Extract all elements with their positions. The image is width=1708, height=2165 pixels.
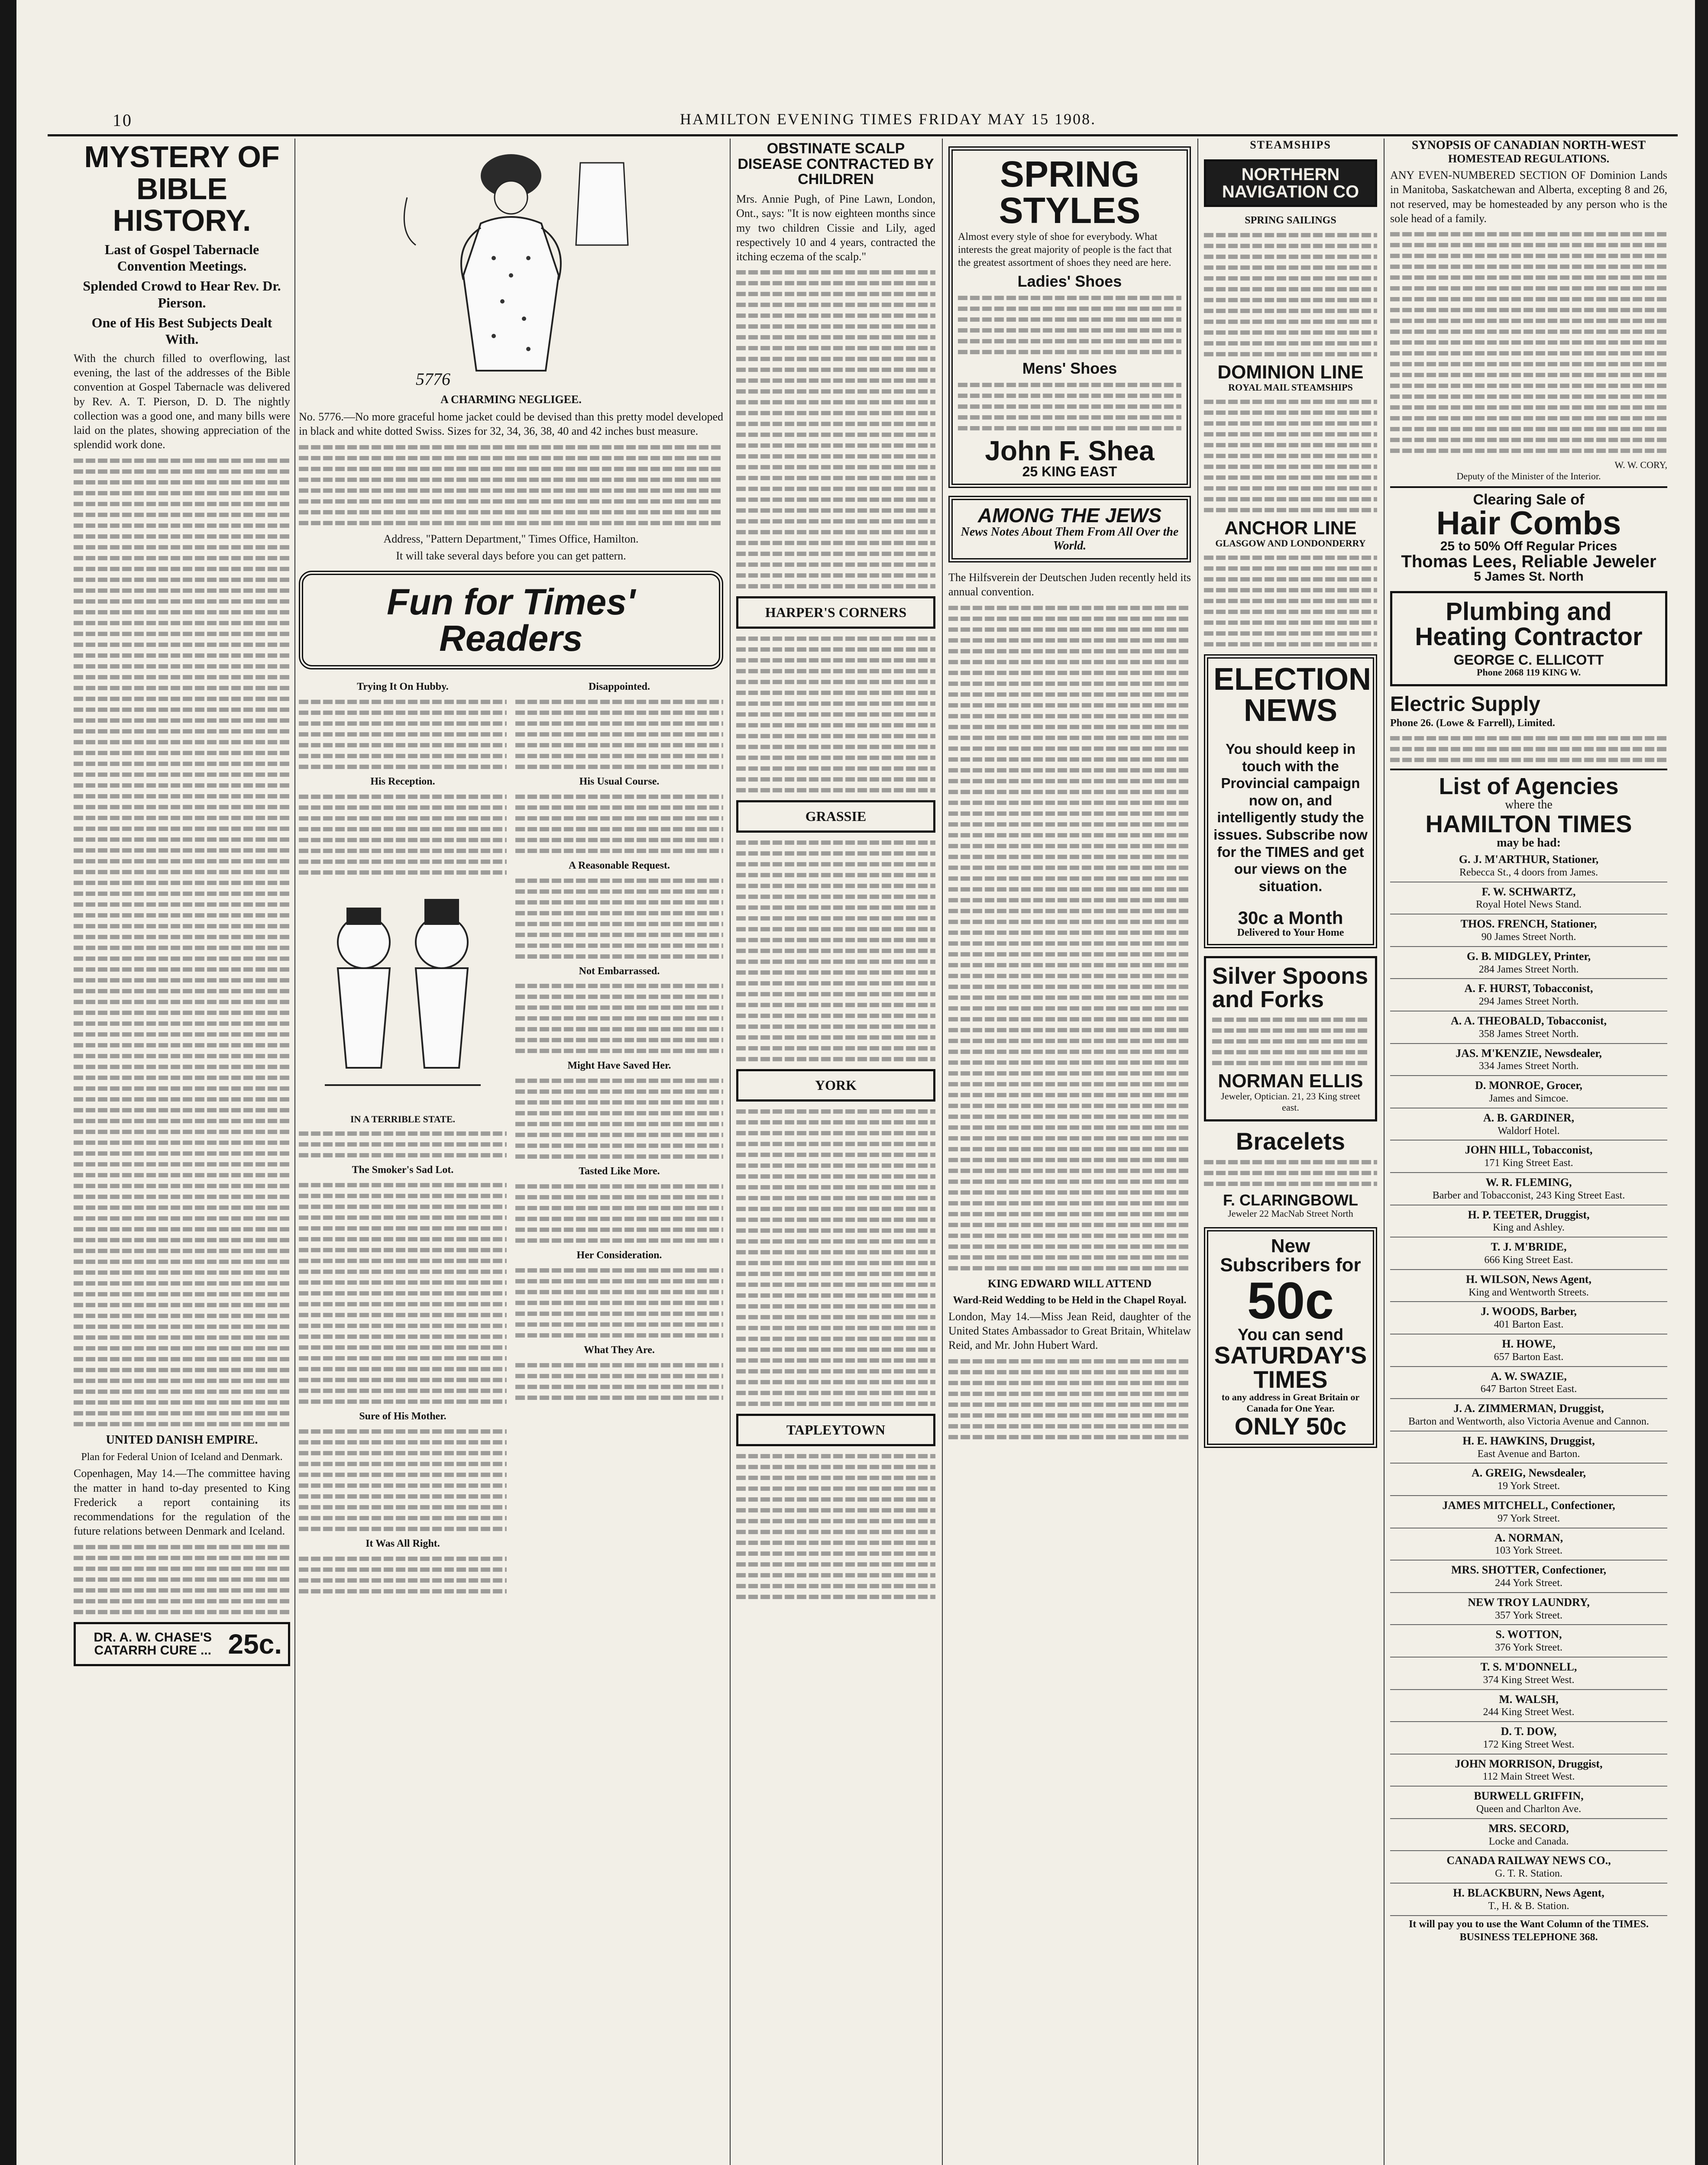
cartoon-drawing <box>307 882 498 1107</box>
scan-edge-left <box>0 0 16 2165</box>
agency-name: CANADA RAILWAY NEWS CO., <box>1446 1854 1611 1867</box>
pattern-note: It will take several days before you can get pattern. <box>396 549 626 562</box>
agency-name: NEW TROY LAUNDRY, <box>1468 1596 1590 1609</box>
agency-address: Waldorf Hotel. <box>1498 1125 1560 1137</box>
sub-article-lead: London, May 14.—Miss Jean Reid, daughter of the United States Ambassador to Great Britain, Whitelaw Reid, and Mr. John Hubert Ward. <box>948 1310 1191 1352</box>
figure-caption: A CHARMING NEGLIGEE. <box>440 393 582 406</box>
agency-name: J. WOODS, Barber, <box>1481 1305 1577 1318</box>
pattern-address: Address, "Pattern Department," Times Office, Hamilton. <box>383 532 639 545</box>
agency-address: Royal Hotel News Stand. <box>1476 899 1582 911</box>
column-steamships-and-ads <box>1204 139 1377 2165</box>
agencies-title: List of Agencies <box>1439 773 1619 800</box>
article-lead: The Hilfsverein der Deutschen Juden recently held its annual convention. <box>948 571 1191 598</box>
company-subtitle: GLASGOW AND LONDONDERRY <box>1215 538 1366 549</box>
deck: Last of Gospel Tabernacle Convention Meetings. <box>104 241 259 274</box>
agency-address: King and Ashley. <box>1493 1222 1565 1234</box>
agency-address: Locke and Canada. <box>1488 1835 1569 1847</box>
joke-title: Trying It On Hubby. <box>357 681 449 693</box>
cartoon-caption: IN A TERRIBLE STATE. <box>350 1113 456 1125</box>
agency-address: 90 James Street North. <box>1481 931 1576 943</box>
section-label: STEAMSHIPS <box>1250 139 1331 151</box>
column-rule <box>1384 139 1385 2165</box>
ad-text: 25 to 50% Off Regular Prices <box>1440 539 1617 554</box>
agency-item <box>1390 1496 1667 1528</box>
joke-title: His Usual Course. <box>579 776 660 788</box>
joke-title: Her Consideration. <box>576 1250 662 1261</box>
ad-text: Clearing Sale of <box>1473 491 1585 508</box>
silver-spoons-ad <box>1204 956 1377 1121</box>
agency-item <box>1390 1722 1667 1755</box>
agency-item <box>1390 1593 1667 1625</box>
agency-item <box>1390 882 1667 915</box>
agency-item <box>1390 1528 1667 1561</box>
agency-name: JOHN MORRISON, Druggist, <box>1455 1757 1603 1770</box>
scan-edge-right <box>1695 0 1708 2165</box>
article-lead: Mrs. Annie Pugh, of Pine Lawn, London, Ont., says: "It is now eighteen months since my two children Cissie and Lily, aged respectively 10 and 4 years, contracted the itching eczema of the scalp." <box>736 193 935 263</box>
agency-address: 97 York Street. <box>1497 1512 1560 1524</box>
ad-heading: Ladies' Shoes <box>1017 272 1122 290</box>
agency-address: 294 James Street North. <box>1478 996 1579 1008</box>
agency-address: 376 York Street. <box>1494 1642 1562 1654</box>
agency-name: A. W. SWAZIE, <box>1491 1370 1567 1383</box>
section-title: SYNOPSIS OF CANADIAN NORTH-WEST <box>1411 139 1646 152</box>
agency-name: H. P. TEETER, Druggist, <box>1468 1208 1590 1221</box>
article-lead: ANY EVEN-NUMBERED SECTION OF Dominion Lands in Manitoba, Saskatchewan and Alberta, excepting 8 and 26, not reserved, may be homesteaded by any person who is the sole head of a family. <box>1390 169 1667 225</box>
agency-name: BURWELL GRIFFIN, <box>1474 1790 1584 1803</box>
column-rule <box>730 139 731 2165</box>
signer: W. W. CORY, <box>1614 459 1667 471</box>
company-subtitle: ROYAL MAIL STEAMSHIPS <box>1228 382 1353 393</box>
pattern-description: No. 5776.—No more graceful home jacket could be devised than this pretty model developed in black and white dotted Swiss. Sizes for 32, 34, 36, 38, 40 and 42 inches bust measure. <box>299 410 723 438</box>
agency-address: 172 King Street West. <box>1483 1738 1575 1750</box>
joke-title: Sure of His Mother. <box>359 1411 446 1422</box>
agency-name: JAMES MITCHELL, Confectioner, <box>1442 1499 1615 1512</box>
ad-store: GEORGE C. ELLICOTT <box>1453 652 1604 668</box>
ad-title: Plumbing and Heating Contractor <box>1415 598 1643 651</box>
section-box <box>736 800 935 833</box>
section-title: HARPER'S CORNERS <box>765 604 907 620</box>
ad-text: to any address in Great Britain or Canada for One Year. <box>1221 1392 1360 1414</box>
column-regulations-and-agencies <box>1390 139 1667 2165</box>
agency-item <box>1390 1302 1667 1335</box>
agency-item <box>1390 1658 1667 1690</box>
deck: Splended Crowd to Hear Rev. Dr. Pierson. <box>83 278 281 310</box>
agency-name: H. E. HAWKINS, Druggist, <box>1462 1434 1595 1447</box>
ad-text: Almost every style of shoe for everybody. What interests the great majority of people is the fact that the greatest assortment of shoes they need are here. <box>958 231 1172 268</box>
ad-price: 30c a Month <box>1238 908 1343 928</box>
agency-item <box>1390 1270 1667 1302</box>
agencies-where: where the <box>1505 798 1553 812</box>
article-body-text <box>1390 232 1667 453</box>
agencies-footer: It will pay you to use the Want Column of the TIMES. BUSINESS TELEPHONE 368. <box>1409 1918 1649 1943</box>
ad-title: Silver Spoons and Forks <box>1212 963 1368 1013</box>
plumbing-ad <box>1390 591 1667 686</box>
ad-title: Hair Combs <box>1436 505 1621 542</box>
ad-address: Phone 2068 119 KING W. <box>1476 667 1581 678</box>
masthead <box>48 104 1678 136</box>
agency-item <box>1390 1884 1667 1916</box>
section-title: TAPLEYTOWN <box>786 1422 886 1438</box>
agency-address: 374 King Street West. <box>1483 1674 1575 1686</box>
electric-supply-title: Electric Supply <box>1390 693 1540 716</box>
agency-name: J. A. ZIMMERMAN, Druggist, <box>1453 1402 1604 1415</box>
agency-item <box>1390 1464 1667 1496</box>
agency-name: A. F. HURST, Tobacconist, <box>1464 982 1593 995</box>
agency-address: Barber and Tobacconist, 243 King Street East. <box>1432 1189 1625 1201</box>
saturday-times-ad <box>1204 1227 1377 1448</box>
agency-name: A. A. THEOBALD, Tobacconist, <box>1450 1015 1607 1028</box>
company-subtitle: SPRING SAILINGS <box>1245 215 1336 226</box>
agency-item <box>1390 1561 1667 1593</box>
paper-title-line: HAMILTON EVENING TIMES FRIDAY MAY 15 1908. <box>680 110 1097 128</box>
agency-address: Queen and Charlton Ave. <box>1476 1803 1582 1815</box>
agency-item <box>1390 1787 1667 1819</box>
agency-name: JOHN HILL, Tobacconist, <box>1465 1144 1593 1157</box>
agency-name: MRS. SHOTTER, Confectioner, <box>1451 1564 1606 1577</box>
joke-title: A Reasonable Request. <box>568 860 670 871</box>
agency-address: 334 James Street North. <box>1478 1060 1579 1072</box>
hair-combs-ad <box>1390 492 1667 583</box>
agency-name: H. BLACKBURN, News Agent, <box>1453 1887 1604 1900</box>
section-box <box>736 1069 935 1102</box>
column-rule <box>1197 139 1198 2165</box>
sub-article-text <box>74 1545 290 1614</box>
agency-item <box>1390 1431 1667 1464</box>
agency-name: S. WOTTON, <box>1495 1628 1562 1641</box>
catarrh-cure-ad <box>74 1622 290 1666</box>
agency-item <box>1390 914 1667 947</box>
woman-jacket-drawing <box>381 145 641 388</box>
ad-text: New Subscribers for <box>1220 1235 1361 1276</box>
agency-name: T. S. M'DONNELL, <box>1480 1660 1577 1673</box>
agency-item <box>1390 1690 1667 1722</box>
among-the-jews-banner <box>948 496 1191 562</box>
agency-address: 358 James Street North. <box>1478 1028 1579 1040</box>
agency-address: East Avenue and Barton. <box>1477 1448 1580 1460</box>
agency-item <box>1390 1819 1667 1852</box>
agency-name: W. R. FLEMING, <box>1485 1176 1572 1189</box>
ad-address: Jeweler 22 MacNab Street North <box>1228 1208 1353 1219</box>
ad-note: Delivered to Your Home <box>1237 927 1344 939</box>
ad-store: F. CLARINGBOWL <box>1223 1191 1358 1209</box>
agency-item <box>1390 1399 1667 1431</box>
agency-name: H. WILSON, News Agent, <box>1466 1273 1592 1286</box>
agency-address: 19 York Street. <box>1497 1480 1560 1492</box>
agency-name: F. W. SCHWARTZ, <box>1482 885 1576 898</box>
section-title: AMONG THE JEWS <box>977 504 1162 527</box>
ad-price: 50c <box>1247 1272 1334 1330</box>
jokes-left <box>299 677 507 1600</box>
figure-number: 5776 <box>416 369 450 389</box>
column-bible-history <box>74 139 290 2165</box>
ad-text: You should keep in touch with the Provincial campaign now on, and intelligently study the issues. Subscribe now for the TIMES and get our views on the situation. <box>1213 741 1368 894</box>
agency-address: 112 Main Street West. <box>1482 1771 1575 1783</box>
joke-title: His Reception. <box>370 776 435 788</box>
column-scalp-disease <box>736 139 935 2165</box>
agency-item <box>1390 1173 1667 1205</box>
agency-item <box>1390 1755 1667 1787</box>
agency-name: M. WALSH, <box>1499 1693 1559 1706</box>
ad-price: ONLY 50c <box>1234 1412 1347 1440</box>
ad-price: 25c. <box>228 1628 282 1660</box>
section-box <box>736 596 935 629</box>
page-number: 10 <box>113 110 133 130</box>
agency-name: JAS. M'KENZIE, Newsdealer, <box>1456 1047 1602 1060</box>
column-pattern-and-fun <box>299 139 723 2165</box>
agency-name: MRS. SECORD, <box>1488 1822 1569 1835</box>
jokes-section <box>299 677 723 1600</box>
agency-list <box>1390 850 1667 1916</box>
ad-text: You can send <box>1237 1326 1344 1344</box>
company-name: ANCHOR LINE <box>1224 517 1357 539</box>
article-lead: With the church filled to overflowing, last evening, the last of the addresses of the Bible convention at Gospel Tabernacle was delivered by Rev. A. T. Pierson, D. D. The nightly collection was a good one, and many bills were laid on the plates, showing appreciation of the splendid work done. <box>74 352 290 451</box>
agency-name: G. J. M'ARTHUR, Stationer, <box>1459 853 1599 866</box>
deck: One of His Best Subjects Dealt With. <box>91 315 272 347</box>
ad-store: John F. Shea <box>985 435 1155 466</box>
ad-store: NORMAN ELLIS <box>1218 1070 1363 1092</box>
ad-title: SATURDAY'S TIMES <box>1214 1341 1367 1393</box>
fun-title: Fun for Times' Readers <box>387 582 635 659</box>
section-subtitle: News Notes About Them From All Over the World. <box>961 525 1179 553</box>
agency-item <box>1390 850 1667 882</box>
agency-name: A. NORMAN, <box>1494 1531 1563 1544</box>
headline: MYSTERY OF BIBLE HISTORY. <box>84 140 280 237</box>
agency-address: 244 King Street West. <box>1483 1706 1575 1718</box>
article-body-text <box>948 606 1191 1270</box>
agency-item <box>1390 947 1667 979</box>
joke-title: The Smoker's Sad Lot. <box>352 1164 454 1176</box>
agency-address: 401 Barton East. <box>1494 1319 1564 1331</box>
article-body-text <box>736 270 935 588</box>
agency-item <box>1390 1367 1667 1399</box>
ad-address: 25 KING EAST <box>1022 464 1117 479</box>
agency-address: Barton and Wentworth, also Victoria Avenue and Cannon. <box>1408 1415 1649 1427</box>
election-news-ad <box>1204 654 1377 948</box>
agency-item <box>1390 1076 1667 1108</box>
agency-name: T. J. M'BRIDE, <box>1491 1241 1567 1254</box>
company-name: DOMINION LINE <box>1217 362 1364 383</box>
joke-title: What They Are. <box>584 1344 655 1356</box>
agency-name: D. MONROE, Grocer, <box>1475 1079 1582 1092</box>
agency-address: T., H. & B. Station. <box>1488 1900 1569 1912</box>
agency-name: A. B. GARDINER, <box>1483 1111 1575 1124</box>
fun-for-readers-banner <box>299 571 723 669</box>
agency-item <box>1390 1335 1667 1367</box>
ad-address: Jeweler, Optician. 21, 23 King street east. <box>1221 1091 1360 1113</box>
agency-address: 657 Barton East. <box>1494 1351 1564 1363</box>
company-name: NORTHERN NAVIGATION CO <box>1222 165 1359 201</box>
electric-supply-sub: Phone 26. (Lowe & Farrell), Limited. <box>1390 717 1555 729</box>
agency-item <box>1390 1108 1667 1141</box>
joke-title: Disappointed. <box>588 681 650 693</box>
agency-address: 647 Barton Street East. <box>1480 1383 1577 1395</box>
headline: OBSTINATE SCALP DISEASE CONTRACTED BY CHILDREN <box>738 140 934 188</box>
joke-title: Tasted Like More. <box>579 1166 660 1177</box>
subheadline: KING EDWARD WILL ATTEND <box>987 1277 1152 1290</box>
agency-name: G. B. MIDGLEY, Printer, <box>1466 950 1591 963</box>
section-title: GRASSIE <box>805 808 867 824</box>
agency-address: 244 York Street. <box>1494 1577 1562 1589</box>
agency-address: 284 James Street North. <box>1478 963 1579 975</box>
subdeck: Ward-Reid Wedding to be Held in the Chapel Royal. <box>953 1294 1187 1306</box>
section-box <box>736 1414 935 1446</box>
agency-item <box>1390 1141 1667 1173</box>
spring-styles-ad <box>948 146 1191 488</box>
agency-name: D. T. DOW, <box>1501 1725 1557 1738</box>
agency-item <box>1390 1205 1667 1238</box>
column-shoes-and-news <box>948 139 1191 2165</box>
agency-address: King and Wentworth Streets. <box>1469 1286 1589 1298</box>
agency-address: 103 York Street. <box>1494 1545 1562 1557</box>
agency-address: Rebecca St., 4 doors from James. <box>1459 866 1598 878</box>
agencies-paper: HAMILTON TIMES <box>1425 810 1632 838</box>
column-rule <box>942 139 943 2165</box>
subheadline: UNITED DANISH EMPIRE. <box>106 1433 258 1447</box>
northern-navigation-logo <box>1204 159 1377 207</box>
two-figures-cartoon <box>307 882 498 1107</box>
agency-name: H. HOWE, <box>1502 1337 1556 1350</box>
agency-item <box>1390 1011 1667 1044</box>
ad-title: SPRING STYLES <box>999 154 1141 231</box>
bracelets-title: Bracelets <box>1236 1128 1346 1155</box>
joke-title: It Was All Right. <box>366 1538 440 1549</box>
subdeck: Plan for Federal Union of Iceland and Denmark. <box>81 1451 283 1463</box>
agency-item <box>1390 1044 1667 1076</box>
agencies-had: may be had: <box>1497 836 1561 850</box>
joke-title: Not Embarrassed. <box>579 965 660 977</box>
ad-address: 5 James St. North <box>1474 569 1584 584</box>
agency-item <box>1390 1238 1667 1270</box>
ad-name: DR. A. W. CHASE'S CATARRH CURE ... <box>94 1630 212 1658</box>
pattern-text <box>299 445 723 525</box>
agency-address: 171 King Street East. <box>1484 1157 1573 1169</box>
agency-address: James and Simcoe. <box>1489 1093 1569 1105</box>
agency-item <box>1390 1625 1667 1658</box>
column-rule <box>294 139 295 2165</box>
jokes-right <box>515 677 723 1600</box>
agency-address: 357 York Street. <box>1494 1609 1562 1621</box>
agency-address: G. T. R. Station. <box>1495 1868 1562 1880</box>
section-subtitle: HOMESTEAD REGULATIONS. <box>1448 152 1610 165</box>
negligee-illustration <box>381 145 641 388</box>
article-body-text <box>74 459 290 1426</box>
ad-heading: Mens' Shoes <box>1022 359 1117 377</box>
ad-store: Thomas Lees, Reliable Jeweler <box>1401 552 1656 572</box>
sub-article-lead: Copenhagen, May 14.—The committee having the matter in hand to-day presented to King Frederick a report containing its recommendations for the regulation of the future relations between Denmark and Iceland. <box>74 1467 290 1538</box>
agency-address: 666 King Street East. <box>1484 1254 1573 1266</box>
agency-item <box>1390 1851 1667 1884</box>
agency-item <box>1390 979 1667 1011</box>
agency-name: A. GREIG, Newsdealer, <box>1471 1467 1586 1480</box>
agency-name: THOS. FRENCH, Stationer, <box>1460 918 1597 931</box>
signer-title: Deputy of the Minister of the Interior. <box>1456 471 1601 482</box>
ad-title: ELECTION NEWS <box>1213 662 1372 728</box>
joke-title: Might Have Saved Her. <box>567 1060 671 1072</box>
section-title: YORK <box>815 1077 857 1093</box>
